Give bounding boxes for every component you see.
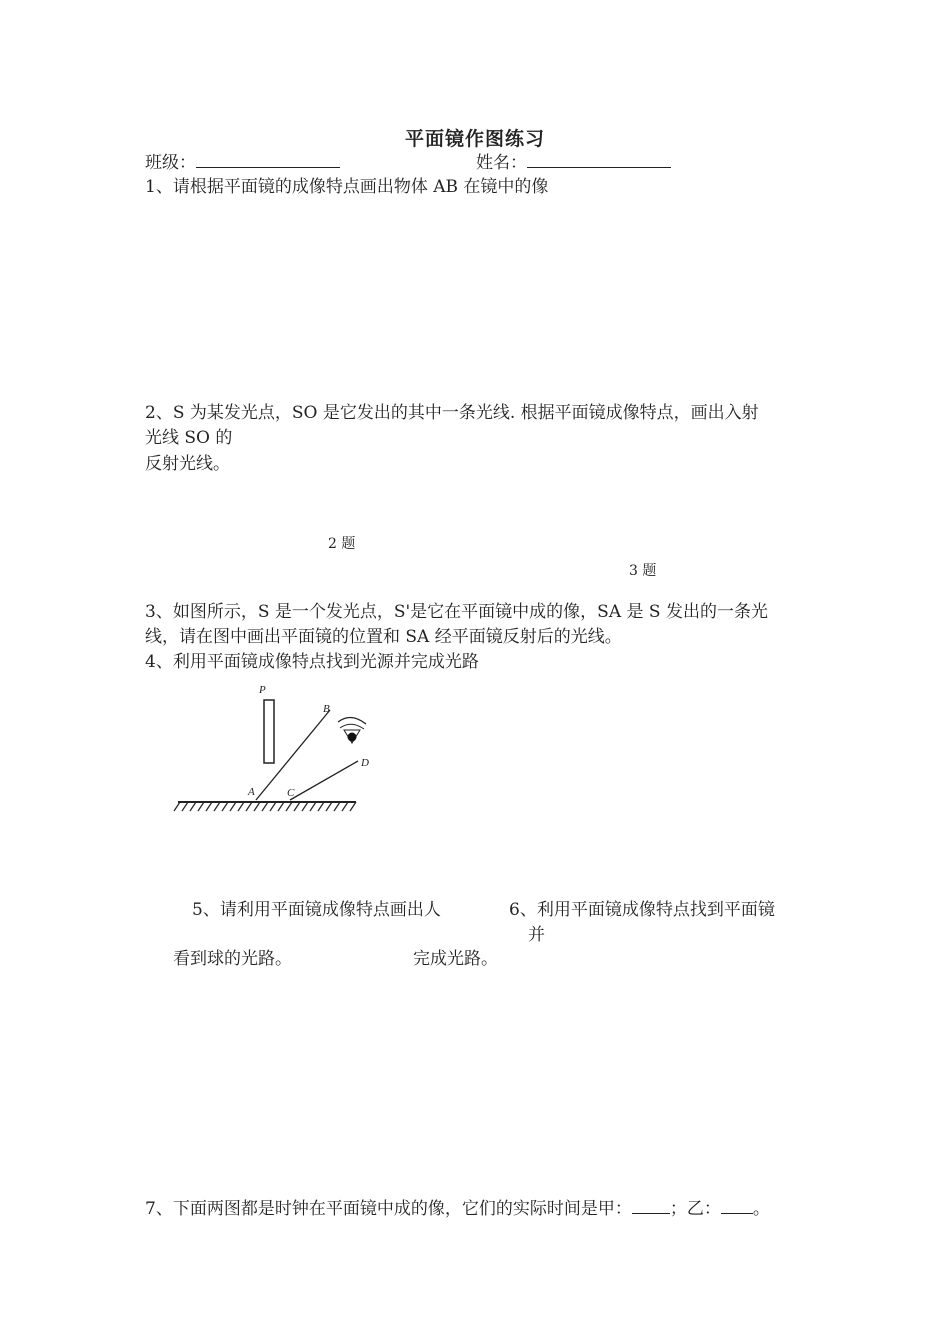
question-1: 1、请根据平面镜的成像特点画出物体 AB 在镜中的像 [145, 177, 549, 197]
answer-yi-blank[interactable] [721, 1197, 753, 1214]
question-2-line-3: 反射光线。 [145, 454, 230, 474]
question-5-line-1: 5、请利用平面镜成像特点画出人 [192, 900, 441, 920]
figure-3-label: 3 题 [629, 563, 657, 579]
label-b: B [323, 703, 330, 715]
question-7 [145, 1196, 770, 1222]
name-label: 姓名： [476, 153, 527, 173]
ray-cd-arrow [290, 778, 328, 800]
question-3-line-2: 线，请在图中画出平面镜的位置和 SA 经平面镜反射后的光线。 [145, 627, 622, 647]
label-d: D [361, 757, 369, 769]
class-label: 班级： [145, 153, 196, 173]
question-7-middle: ；乙： [669, 1199, 721, 1219]
question-4: 4、利用平面镜成像特点找到光源并完成光路 [145, 652, 479, 672]
page-title: 平面镜作图练习 [404, 128, 545, 150]
question-2-line-1: 2、S 为某发光点，SO 是它发出的其中一条光线. 根据平面镜成像特点，画出入射 [145, 403, 759, 423]
class-field [145, 150, 340, 176]
figure-2-label: 2 题 [328, 536, 356, 552]
question-7-suffix: 。 [752, 1199, 770, 1219]
question-4-diagram [170, 680, 370, 820]
question-3-line-1: 3、如图所示，S 是一个发光点，S'是它在平面镜中成的像，SA 是 S 发出的一条光 [145, 602, 768, 622]
name-field [476, 150, 671, 176]
question-6-line-3: 完成光路。 [413, 949, 498, 969]
question-7-prefix: 7、下面两图都是时钟在平面镜中成的像，它们的实际时间是甲： [145, 1199, 632, 1219]
name-blank[interactable] [527, 151, 671, 168]
answer-jia-blank[interactable] [632, 1197, 670, 1214]
question-6-line-2: 并 [528, 925, 545, 945]
question-2-line-2: 光线 SO 的 [145, 428, 233, 448]
mirror-p [264, 700, 274, 763]
eye-icon [338, 717, 366, 743]
label-c: C [287, 787, 295, 799]
ground-hatching [174, 802, 356, 811]
label-p: P [259, 684, 266, 696]
question-6-line-1: 6、利用平面镜成像特点找到平面镜 [509, 900, 775, 920]
question-5-line-2: 看到球的光路。 [173, 949, 292, 969]
class-blank[interactable] [196, 151, 340, 168]
label-a: A [248, 786, 255, 798]
